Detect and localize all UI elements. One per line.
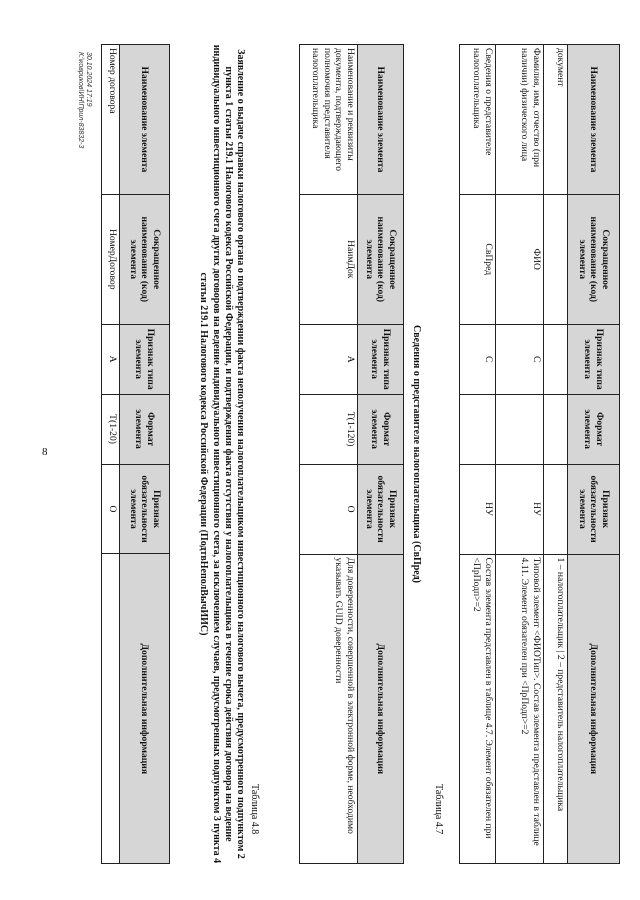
col-header-code: Сокращенное наименование (код) элемента bbox=[358, 194, 404, 324]
cell-format bbox=[496, 394, 544, 464]
col-header-name: Наименование элемента bbox=[120, 45, 170, 195]
col-header-format: Формат элемента bbox=[358, 394, 404, 464]
cell-name: Фамилия, имя, отчество (при наличии) физического лица bbox=[496, 45, 544, 195]
cell-info: Для доверенности, совершенной в электронной форме, необходимо указывать GUID доверенности bbox=[300, 554, 358, 863]
table-4-8 bbox=[101, 44, 170, 864]
page-number: 8 bbox=[42, 446, 48, 458]
table-caption-4-8: Таблица 4.8 bbox=[249, 784, 260, 835]
cell-required bbox=[544, 464, 568, 554]
cell-name: Номер договора bbox=[102, 45, 120, 195]
col-header-type: Признак типа элемента bbox=[568, 324, 620, 394]
col-header-required: Признак обязательности элемента bbox=[568, 464, 620, 554]
cell-type: С bbox=[496, 324, 544, 394]
rotated-sheet bbox=[60, 24, 640, 884]
file-stamp bbox=[76, 52, 92, 148]
table-row bbox=[496, 45, 544, 864]
cell-format bbox=[544, 394, 568, 464]
cell-info bbox=[102, 554, 120, 864]
table-continuation bbox=[459, 44, 620, 864]
col-header-required: Признак обязательности элемента bbox=[358, 464, 404, 554]
cell-info: Состав элемента представлен в таблице 4.7. Элемент обязателен при <ПрПодп>=2 bbox=[460, 554, 496, 863]
cell-type: С bbox=[460, 324, 496, 394]
cell-name: документ bbox=[544, 45, 568, 195]
cell-info: 1 – налогоплательщик | 2 – представитель налогоплательщика bbox=[544, 554, 568, 863]
cell-code bbox=[544, 194, 568, 324]
col-header-name: Наименование элемента bbox=[568, 45, 620, 195]
cell-type: А bbox=[102, 324, 120, 394]
cell-code: СвПред bbox=[460, 194, 496, 324]
stamp-path: К:\ковриков\ИН\Прил-83832-3 bbox=[76, 52, 84, 149]
col-header-type: Признак типа элемента bbox=[358, 324, 404, 394]
col-header-info: Дополнительная информация bbox=[568, 554, 620, 863]
col-header-required: Признак обязательности элемента bbox=[120, 464, 170, 554]
cell-code: НаимДок bbox=[300, 194, 358, 324]
col-header-type: Признак типа элемента bbox=[120, 324, 170, 394]
table-row bbox=[300, 45, 358, 864]
col-header-info: Дополнительная информация bbox=[120, 554, 170, 864]
col-header-code: Сокращенное наименование (код) элемента bbox=[120, 194, 170, 324]
col-header-code: Сокращенное наименование (код) элемента bbox=[568, 194, 620, 324]
cell-info: Типовой элемент <ФИОТип>. Состав элемента представлен в таблице 4.11. Элемент обязателен при <ПрПодп>=2 bbox=[496, 554, 544, 863]
cell-required: НУ bbox=[460, 464, 496, 554]
cell-type bbox=[544, 324, 568, 394]
cell-format bbox=[460, 394, 496, 464]
table-row bbox=[544, 45, 568, 864]
table-title-4-7: Сведения о представителе налогоплательщика (СвПред) bbox=[411, 325, 422, 583]
cell-name: Сведения о представителе налогоплательщика bbox=[460, 45, 496, 195]
cell-name: Наименование и реквизиты документа, подтверждающего полномочия представителя налогоплательщика bbox=[300, 45, 358, 195]
cell-code: НомерДоговор bbox=[102, 194, 120, 324]
table-row bbox=[460, 45, 496, 864]
cell-required: НУ bbox=[496, 464, 544, 554]
cell-format: T(1-120) bbox=[300, 394, 358, 464]
stamp-date: 30.10.2024 17:19 bbox=[85, 52, 92, 107]
col-header-name: Наименование элемента bbox=[358, 45, 404, 195]
cell-type: А bbox=[300, 324, 358, 394]
table-title-4-8: Заявление о выдаче справки налогового органа о подтверждении факта неполучения налогоплательщиком инвестиционного налогового вычета, предусмотренного подпунктом 2 пункта 1 статьи 219.1 Налогового кодекса Российской Федерации, и подтверждения факта отсутствия у налогоплательщика в течение срока действия договора на ведение индивидуального инвестиционного счета других договоров на ведение индивидуального инвестиционного счета, за исключением случаев, предусмотренных подпунктом 3 пункта 4 статьи 219.1 Налогового кодекса Российской Федерации (ПодтвНеполВычИИС) bbox=[198, 44, 246, 864]
table-row bbox=[102, 45, 120, 864]
col-header-info: Дополнительная информация bbox=[358, 554, 404, 863]
cell-required: О bbox=[102, 464, 120, 554]
table-4-7 bbox=[299, 44, 404, 864]
col-header-format: Формат элемента bbox=[120, 394, 170, 464]
table-caption-4-7: Таблица 4.7 bbox=[433, 784, 444, 835]
cell-format: T(1-20) bbox=[102, 394, 120, 464]
cell-code: ФИО bbox=[496, 194, 544, 324]
col-header-format: Формат элемента bbox=[568, 394, 620, 464]
cell-required: О bbox=[300, 464, 358, 554]
